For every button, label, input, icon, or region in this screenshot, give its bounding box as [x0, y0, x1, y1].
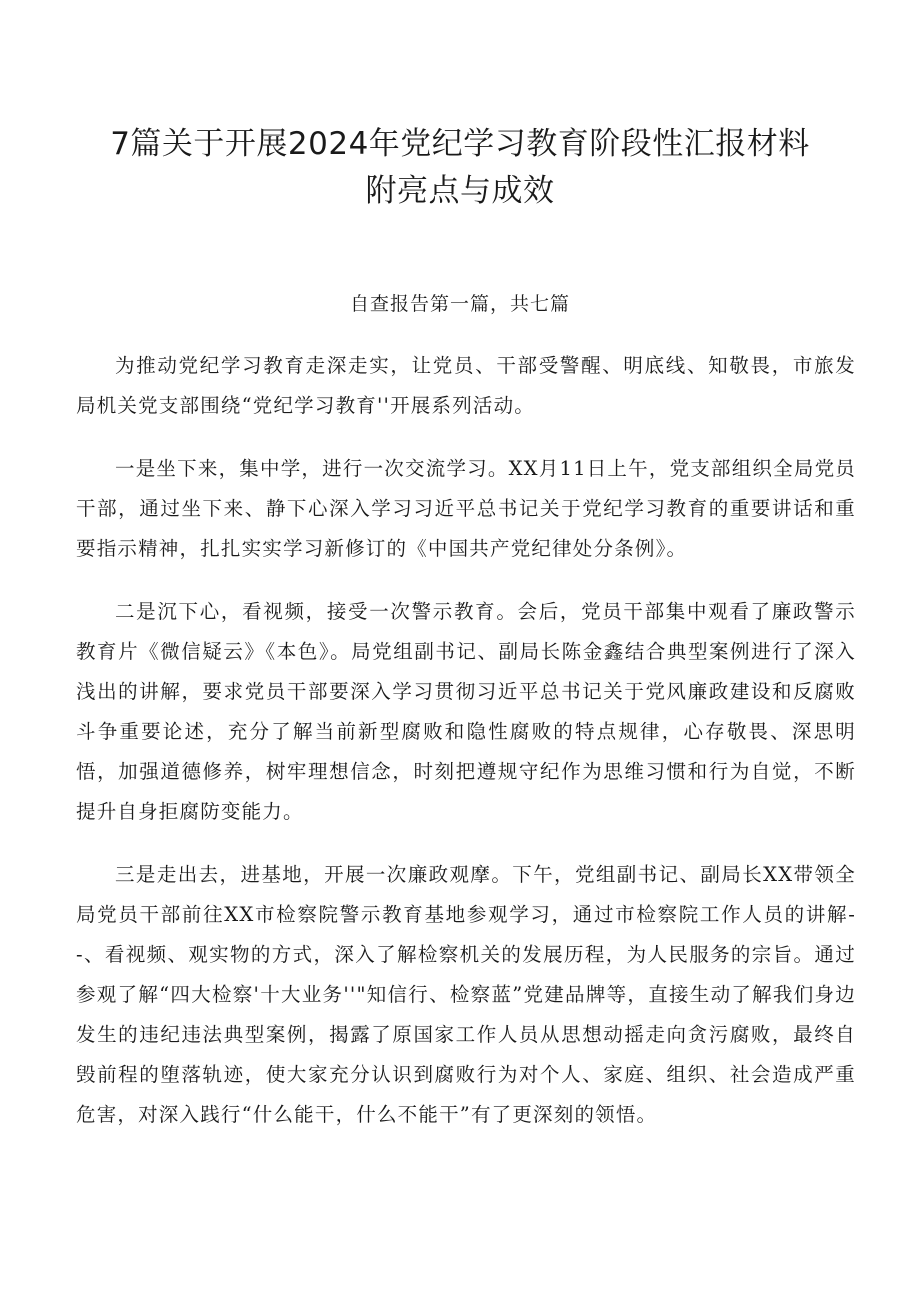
document-title-line-2: 附亮点与成效	[365, 173, 555, 209]
paragraph-one: 一是坐下来，集中学，进行一次交流学习。XX月11日上午，党支部组织全局党员干部，通过坐下来、静下心深入学习习近平总书记关于党纪学习教育的重要讲话和重要指示精神，扎扎实实学习新修订的《中国共产党纪律处分条例》。	[76, 457, 856, 560]
paragraph-intro: 为推动党纪学习教育走深走实，让党员、干部受警醒、明底线、知敬畏，市旅发局机关党支部围绕“党纪学习教育''开展系列活动。	[76, 354, 856, 417]
document-body	[76, 346, 856, 1158]
document-title-line-1: 7篇关于开展2024年党纪学习教育阶段性汇报材料	[110, 126, 810, 162]
document-subtitle: 自查报告第一篇，共七篇	[349, 293, 570, 315]
paragraph-two: 二是沉下心，看视频，接受一次警示教育。会后，党员干部集中观看了廉政警示教育片《微信疑云》《本色》。局党组副书记、副局长陈金鑫结合典型案例进行了深入浅出的讲解，要求党员干部要深入学习贯彻习近平总书记关于党风廉政建设和反腐败斗争重要论述，充分了解当前新型腐败和隐性腐败的特点规律，心存敬畏、深思明悟，加强道德修养，树牢理想信念，时刻把遵规守纪作为思维习惯和行为自觉，不断提升自身拒腐防变能力。	[76, 600, 856, 823]
paragraph-three: 三是走出去，进基地，开展一次廉政观摩。下午，党组副书记、副局长XX带领全局党员干部前往XX市检察院警示教育基地参观学习，通过市检察院工作人员的讲解--、看视频、观实物的方式，深入了解检察机关的发展历程，为人民服务的宗旨。通过参观了解“四大检察'十大业务''"知信行、检察蓝”党建品牌等，直接生动了解我们身边发生的违纪违法典型案例，揭露了原国家工作人员从思想动摇走向贪污腐败，最终自毁前程的堕落轨迹，使大家充分认识到腐败行为对个人、家庭、组织、社会造成严重危害，对深入践行“什么能干，什么不能干”有了更深刻的领悟。	[76, 863, 856, 1126]
